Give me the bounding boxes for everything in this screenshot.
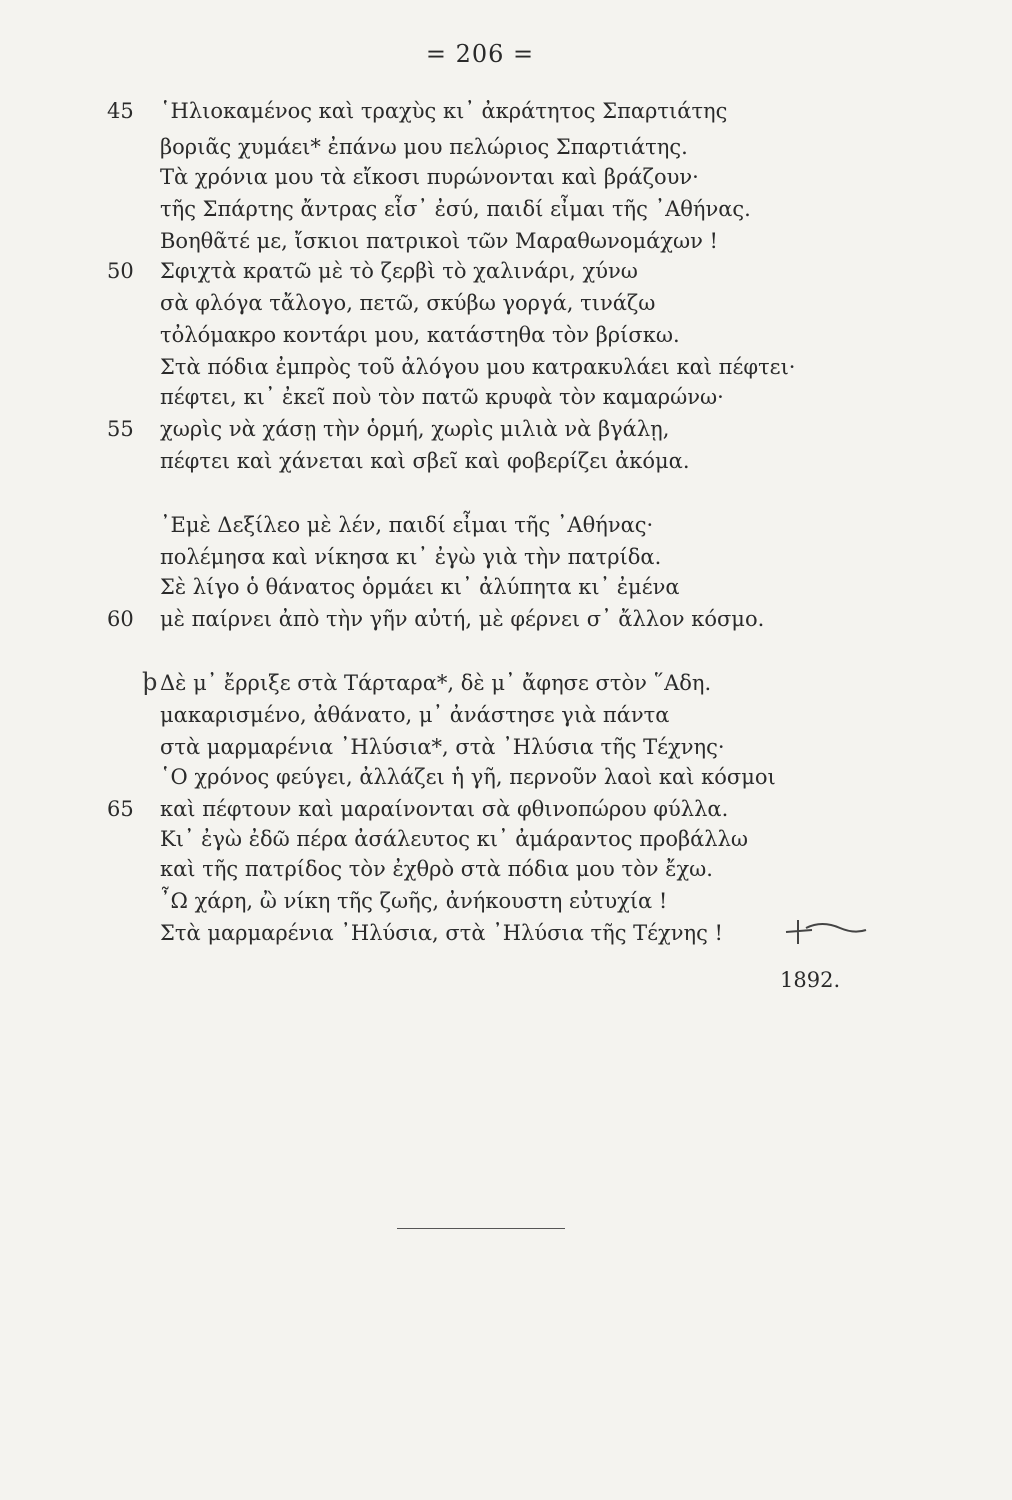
poem-line: τῆς Σπάρτης ἄντρας εἶσ᾽ ἐσύ, παιδί εἶμαι τῆς ᾽Αθήνας.: [160, 197, 751, 221]
divider: [397, 1228, 565, 1229]
poem-line: μὲ παίρνει ἀπὸ τὴν γῆν αὐτή, μὲ φέρνει σ᾽ ἄλλον κόσμο.: [160, 607, 765, 631]
poem-line: χωρὶς νὰ χάσῃ τὴν ὁρμή, χωρὶς μιλιὰ νὰ βγάλῃ,: [160, 417, 670, 441]
poem-line: ᾽Εμὲ Δεξίλεο μὲ λέν, παιδί εἶμαι τῆς ᾽Αθήνας·: [160, 513, 654, 537]
poem-line: Τὰ χρόνια μου τὰ εἴκοσι πυρώνονται καὶ βράζουν·: [160, 165, 699, 189]
page-number: = 206 =: [425, 40, 535, 68]
poem-line: Στὰ πόδια ἐμπρὸς τοῦ ἀλόγου μου κατρακυλάει καὶ πέφτει·: [160, 355, 796, 379]
line-number: 60: [107, 607, 134, 631]
handwritten-signature: [780, 910, 870, 950]
year: 1892.: [780, 968, 841, 992]
poem-line: καὶ τῆς πατρίδος τὸν ἐχθρὸ στὰ πόδια μου τὸν ἔχω.: [160, 857, 713, 881]
poem-line: Κι᾽ ἐγὼ ἐδῶ πέρα ἀσάλευτος κι᾽ ἀμάραντος προβάλλω: [160, 827, 749, 851]
poem-line: βοριᾶς χυμάει* ἐπάνω μου πελώριος Σπαρτιάτης.: [160, 135, 688, 159]
poem-line: ῾Ο χρόνος φεύγει, ἀλλάζει ἡ γῆ, περνοῦν λαοὶ καὶ κόσμοι: [160, 765, 776, 789]
poem-line: ῏Ω χάρη, ὢ νίκη τῆς ζωῆς, ἀνήκουστη εὐτυχία !: [160, 889, 668, 913]
poem-line: ῾Ηλιοκαμένος καὶ τραχὺς κι᾽ ἀκράτητος Σπαρτιάτης: [160, 99, 728, 123]
poem-line: σὰ φλόγα τἄλογο, πετῶ, σκύβω γοργά, τινάζω: [160, 291, 656, 315]
margin-mark: ϸ: [142, 668, 158, 696]
poem-line: πέφτει, κι᾽ ἐκεῖ ποὺ τὸν πατῶ κρυφὰ τὸν καμαρώνω·: [160, 385, 724, 409]
poem-line: Σὲ λίγο ὁ θάνατος ὁρμάει κι᾽ ἀλύπητα κι᾽ ἐμένα: [160, 575, 680, 599]
poem-line: πολέμησα καὶ νίκησα κι᾽ ἐγὼ γιὰ τὴν πατρίδα.: [160, 545, 662, 569]
poem-line: στὰ μαρμαρένια ᾽Ηλύσια*, στὰ ᾽Ηλύσια τῆς Τέχνης·: [160, 735, 725, 759]
line-number: 55: [107, 417, 134, 441]
poem-line: Σφιχτὰ κρατῶ μὲ τὸ ζερβὶ τὸ χαλινάρι, χύνω: [160, 259, 638, 283]
poem-line: Δὲ μ᾽ ἔρριξε στὰ Τάρταρα*, δὲ μ᾽ ἄφησε στὸν ῞Αδη.: [160, 671, 712, 695]
poem-line: Στὰ μαρμαρένια ᾽Ηλύσια, στὰ ᾽Ηλύσια τῆς Τέχνης !: [160, 921, 723, 945]
line-number: 50: [107, 259, 134, 283]
line-number: 65: [107, 797, 134, 821]
poem-line: καὶ πέφτουν καὶ μαραίνονται σὰ φθινοπώρου φύλλα.: [160, 797, 729, 821]
poem-line: μακαρισμένο, ἀθάνατο, μ᾽ ἀνάστησε γιὰ πάντα: [160, 703, 670, 727]
line-number: 45: [107, 99, 134, 123]
poem-line: Βοηθᾶτέ με, ἴσκιοι πατρικοὶ τῶν Μαραθωνομάχων !: [160, 229, 718, 253]
poem-line: τὀλόμακρο κοντάρι μου, κατάστηθα τὸν βρίσκω.: [160, 323, 680, 347]
poem-line: πέφτει καὶ χάνεται καὶ σβεῖ καὶ φοβερίζει ἀκόμα.: [160, 449, 690, 473]
